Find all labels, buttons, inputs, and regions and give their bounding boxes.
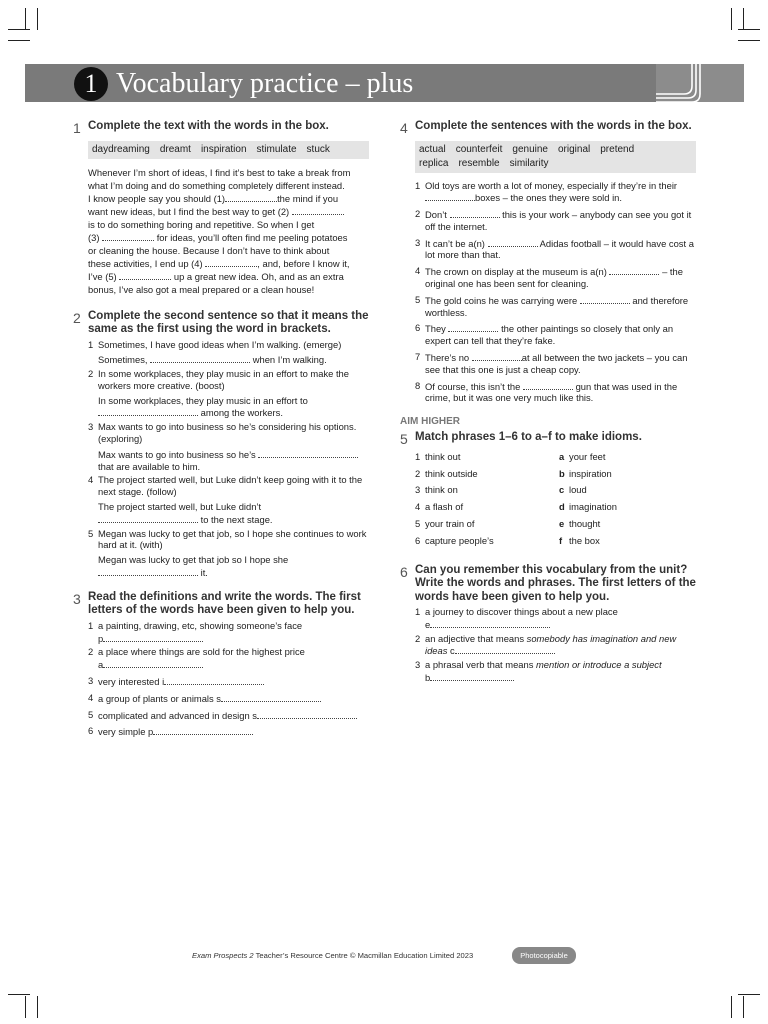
answer-blank[interactable] bbox=[448, 322, 498, 332]
exercise-number: 5 bbox=[400, 431, 408, 448]
answer-blank[interactable] bbox=[98, 406, 198, 416]
list-item: 3 Max wants to go into business so he’s considering his options. (exploring) Max wants to go into business so he’s that are available to him. bbox=[88, 421, 369, 472]
answer-blank[interactable] bbox=[103, 632, 203, 642]
answer-blank[interactable] bbox=[150, 353, 250, 363]
list-item: 7 There’s no at all between the two jackets – you can see that this one is just a cheap copy. bbox=[415, 351, 688, 375]
list-item: 1 Sometimes, I have good ideas when I’m walking. (emerge) Sometimes, when I’m walking. bbox=[88, 338, 342, 366]
exercise-title: Can you remember this vocabulary from the unit? Write the words and phrases. The first letters of the words have been given to help you. bbox=[415, 563, 696, 603]
answer-blank[interactable] bbox=[103, 658, 203, 668]
answer-blank[interactable] bbox=[430, 671, 514, 681]
answer-blank[interactable] bbox=[425, 191, 475, 201]
crop-mark bbox=[738, 29, 760, 30]
exercise-title: Match phrases 1–6 to a–f to make idioms. bbox=[415, 431, 642, 444]
word-box bbox=[88, 141, 369, 159]
list-item: 1 a journey to discover things about a new place e bbox=[415, 606, 618, 630]
list-item: 6 very simple p bbox=[88, 725, 369, 738]
word-box-item: inspiration bbox=[200, 143, 247, 155]
answer-blank[interactable] bbox=[455, 644, 555, 654]
list-item: 4 a group of plants or animals s bbox=[88, 692, 369, 705]
word-box-item: genuine bbox=[512, 143, 548, 155]
crop-mark bbox=[738, 40, 760, 41]
crop-mark bbox=[743, 996, 744, 1018]
exercise-title: Complete the second sentence so that it means the same as the first using the word in brackets. bbox=[88, 309, 369, 335]
list-item: 1 Old toys are worth a lot of money, especially if they’re in their boxes – the ones they were sold in. bbox=[415, 179, 678, 204]
answer-blank[interactable] bbox=[205, 257, 257, 267]
exercise-title: Complete the sentences with the words in the box. bbox=[415, 120, 692, 132]
exercise-3 bbox=[73, 591, 369, 738]
exercise-number: 3 bbox=[73, 590, 81, 607]
word-box-item: dreamt bbox=[159, 143, 191, 155]
match-row: 3 think on c loud bbox=[415, 484, 587, 496]
crop-mark bbox=[743, 8, 744, 30]
word-box-item: replica bbox=[419, 157, 449, 169]
word-box-item: similarity bbox=[509, 157, 549, 169]
word-box bbox=[415, 141, 696, 173]
crop-mark bbox=[738, 994, 760, 995]
word-box-item: pretend bbox=[600, 143, 635, 155]
match-row: 4 a flash of d imagination bbox=[415, 501, 617, 513]
word-box-item: daydreaming bbox=[92, 143, 150, 155]
list-item: 4 The crown on display at the museum is a(n) – the original one has been sent for cleaning. bbox=[415, 265, 683, 290]
unit-number: 1 bbox=[74, 67, 108, 101]
right-column bbox=[400, 120, 696, 684]
list-item: 3 very interested i bbox=[88, 675, 369, 688]
word-box-item: stuck bbox=[306, 143, 330, 155]
answer-blank[interactable] bbox=[472, 351, 522, 361]
list-item: 3 a phrasal verb that means mention or introduce a subject b bbox=[415, 659, 662, 684]
answer-blank[interactable] bbox=[430, 618, 550, 628]
match-row: 6 capture people’s f the box bbox=[415, 534, 600, 546]
crop-mark bbox=[25, 996, 26, 1018]
list-item: 5 Megan was lucky to get that job, so I hope she continues to work hard at it. (with) Megan was lucky to get that job so I hope she it. bbox=[88, 527, 367, 579]
answer-blank[interactable] bbox=[102, 231, 154, 241]
answer-blank[interactable] bbox=[257, 709, 357, 719]
crop-mark bbox=[37, 8, 38, 30]
list-item: 3 It can’t be a(n) Adidas football – it would have cost a lot more than that. bbox=[415, 236, 694, 261]
answer-blank[interactable] bbox=[580, 294, 630, 304]
list-item: 8 Of course, this isn’t the gun that was used in the crime, but it was one very much like this. bbox=[415, 379, 678, 404]
exercise-5 bbox=[400, 431, 696, 549]
match-row: 1 think out a your feet bbox=[415, 450, 606, 462]
word-box-item: resemble bbox=[458, 157, 500, 169]
answer-blank[interactable] bbox=[98, 566, 198, 576]
footer-credit: Exam Prospects 2 Teacher’s Resource Centre © Macmillan Education Limited 2023 bbox=[192, 951, 474, 960]
answer-blank[interactable] bbox=[98, 513, 198, 523]
exercise-title: Complete the text with the words in the box. bbox=[88, 120, 329, 132]
answer-blank[interactable] bbox=[488, 237, 538, 247]
page-title: Vocabulary practice – plus bbox=[116, 68, 414, 99]
crop-mark bbox=[25, 8, 26, 30]
crop-mark bbox=[8, 994, 30, 995]
word-box-item: original bbox=[557, 143, 591, 155]
crop-mark bbox=[37, 996, 38, 1018]
left-column bbox=[73, 120, 369, 738]
list-item: 2 Don’t this is your work – anybody can see you got it off the internet. bbox=[415, 208, 692, 232]
match-row: 5 your train of e thought bbox=[415, 517, 601, 529]
list-item: 1 a painting, drawing, etc, showing someone’s face p bbox=[88, 619, 303, 644]
match-row: 2 think outside b inspiration bbox=[415, 467, 612, 479]
answer-blank[interactable] bbox=[164, 675, 264, 685]
crop-mark bbox=[731, 996, 732, 1018]
crop-mark bbox=[731, 8, 732, 30]
aim-higher-label: AIM HIGHER bbox=[400, 416, 460, 428]
list-item: 6 They the other paintings so closely that only an expert can tell that they’re fake. bbox=[415, 322, 674, 347]
word-box-item: counterfeit bbox=[455, 143, 503, 155]
answer-blank[interactable] bbox=[153, 725, 253, 735]
exercise-number: 4 bbox=[400, 120, 408, 136]
crop-mark bbox=[8, 40, 30, 41]
corner-decoration bbox=[656, 64, 744, 102]
answer-blank[interactable] bbox=[225, 192, 277, 202]
list-item: 2 an adjective that means somebody has imagination and new ideas c bbox=[415, 632, 677, 657]
exercise-1 bbox=[73, 120, 369, 296]
word-box-item: actual bbox=[419, 143, 446, 155]
exercise-title: Read the definitions and write the words. The first letters of the words have been given to help you. bbox=[88, 590, 361, 617]
exercise-2 bbox=[73, 310, 369, 579]
answer-blank[interactable] bbox=[292, 205, 344, 215]
gap-fill-text: Whenever I’m short of ideas, I find it’s best to take a break from what I’m doing and do something completely different instead. I know people say you should (1) the mind if you want new ideas, but I find the best way to get (2) is to do something boring and repetitive. So when I get (3) for ideas, you’ll often find me peeling potatoes or cleaning the house. Because I don’t have to think about these activities, I end up (4) , and, before I know it, I’ve (5) up a great new idea. Oh, and as an extra bonus, I’ve also got a meal prepared or a clean house! bbox=[88, 166, 351, 295]
answer-blank[interactable] bbox=[119, 270, 171, 280]
list-item: 2 a place where things are sold for the highest price a bbox=[88, 646, 305, 671]
exercise-6 bbox=[400, 564, 696, 684]
word-box-item: stimulate bbox=[256, 143, 297, 155]
answer-blank[interactable] bbox=[258, 448, 358, 458]
answer-blank[interactable] bbox=[609, 265, 659, 275]
list-item: 5 The gold coins he was carrying were and therefore worthless. bbox=[415, 293, 689, 318]
photocopiable-badge: Photocopiable bbox=[512, 947, 576, 964]
matching-list bbox=[415, 449, 696, 550]
list-item: 4 The project started well, but Luke didn’t keep going with it to the next stage. (follow) The project started well, but Luke didn’t to the next stage. bbox=[88, 474, 363, 525]
list-item: 5 complicated and advanced in design s bbox=[88, 709, 369, 722]
exercise-number: 2 bbox=[73, 309, 81, 326]
list-item: 2 In some workplaces, they play music in an effort to make the workers more creative. (boost) In some workplaces, they play music in an effort to among the workers. bbox=[88, 368, 349, 419]
answer-blank[interactable] bbox=[450, 208, 500, 218]
answer-blank[interactable] bbox=[523, 380, 573, 390]
answer-blank[interactable] bbox=[221, 692, 321, 702]
exercise-number: 1 bbox=[73, 120, 81, 136]
exercise-4 bbox=[400, 120, 696, 404]
crop-mark bbox=[8, 29, 30, 30]
exercise-number: 6 bbox=[400, 563, 408, 580]
